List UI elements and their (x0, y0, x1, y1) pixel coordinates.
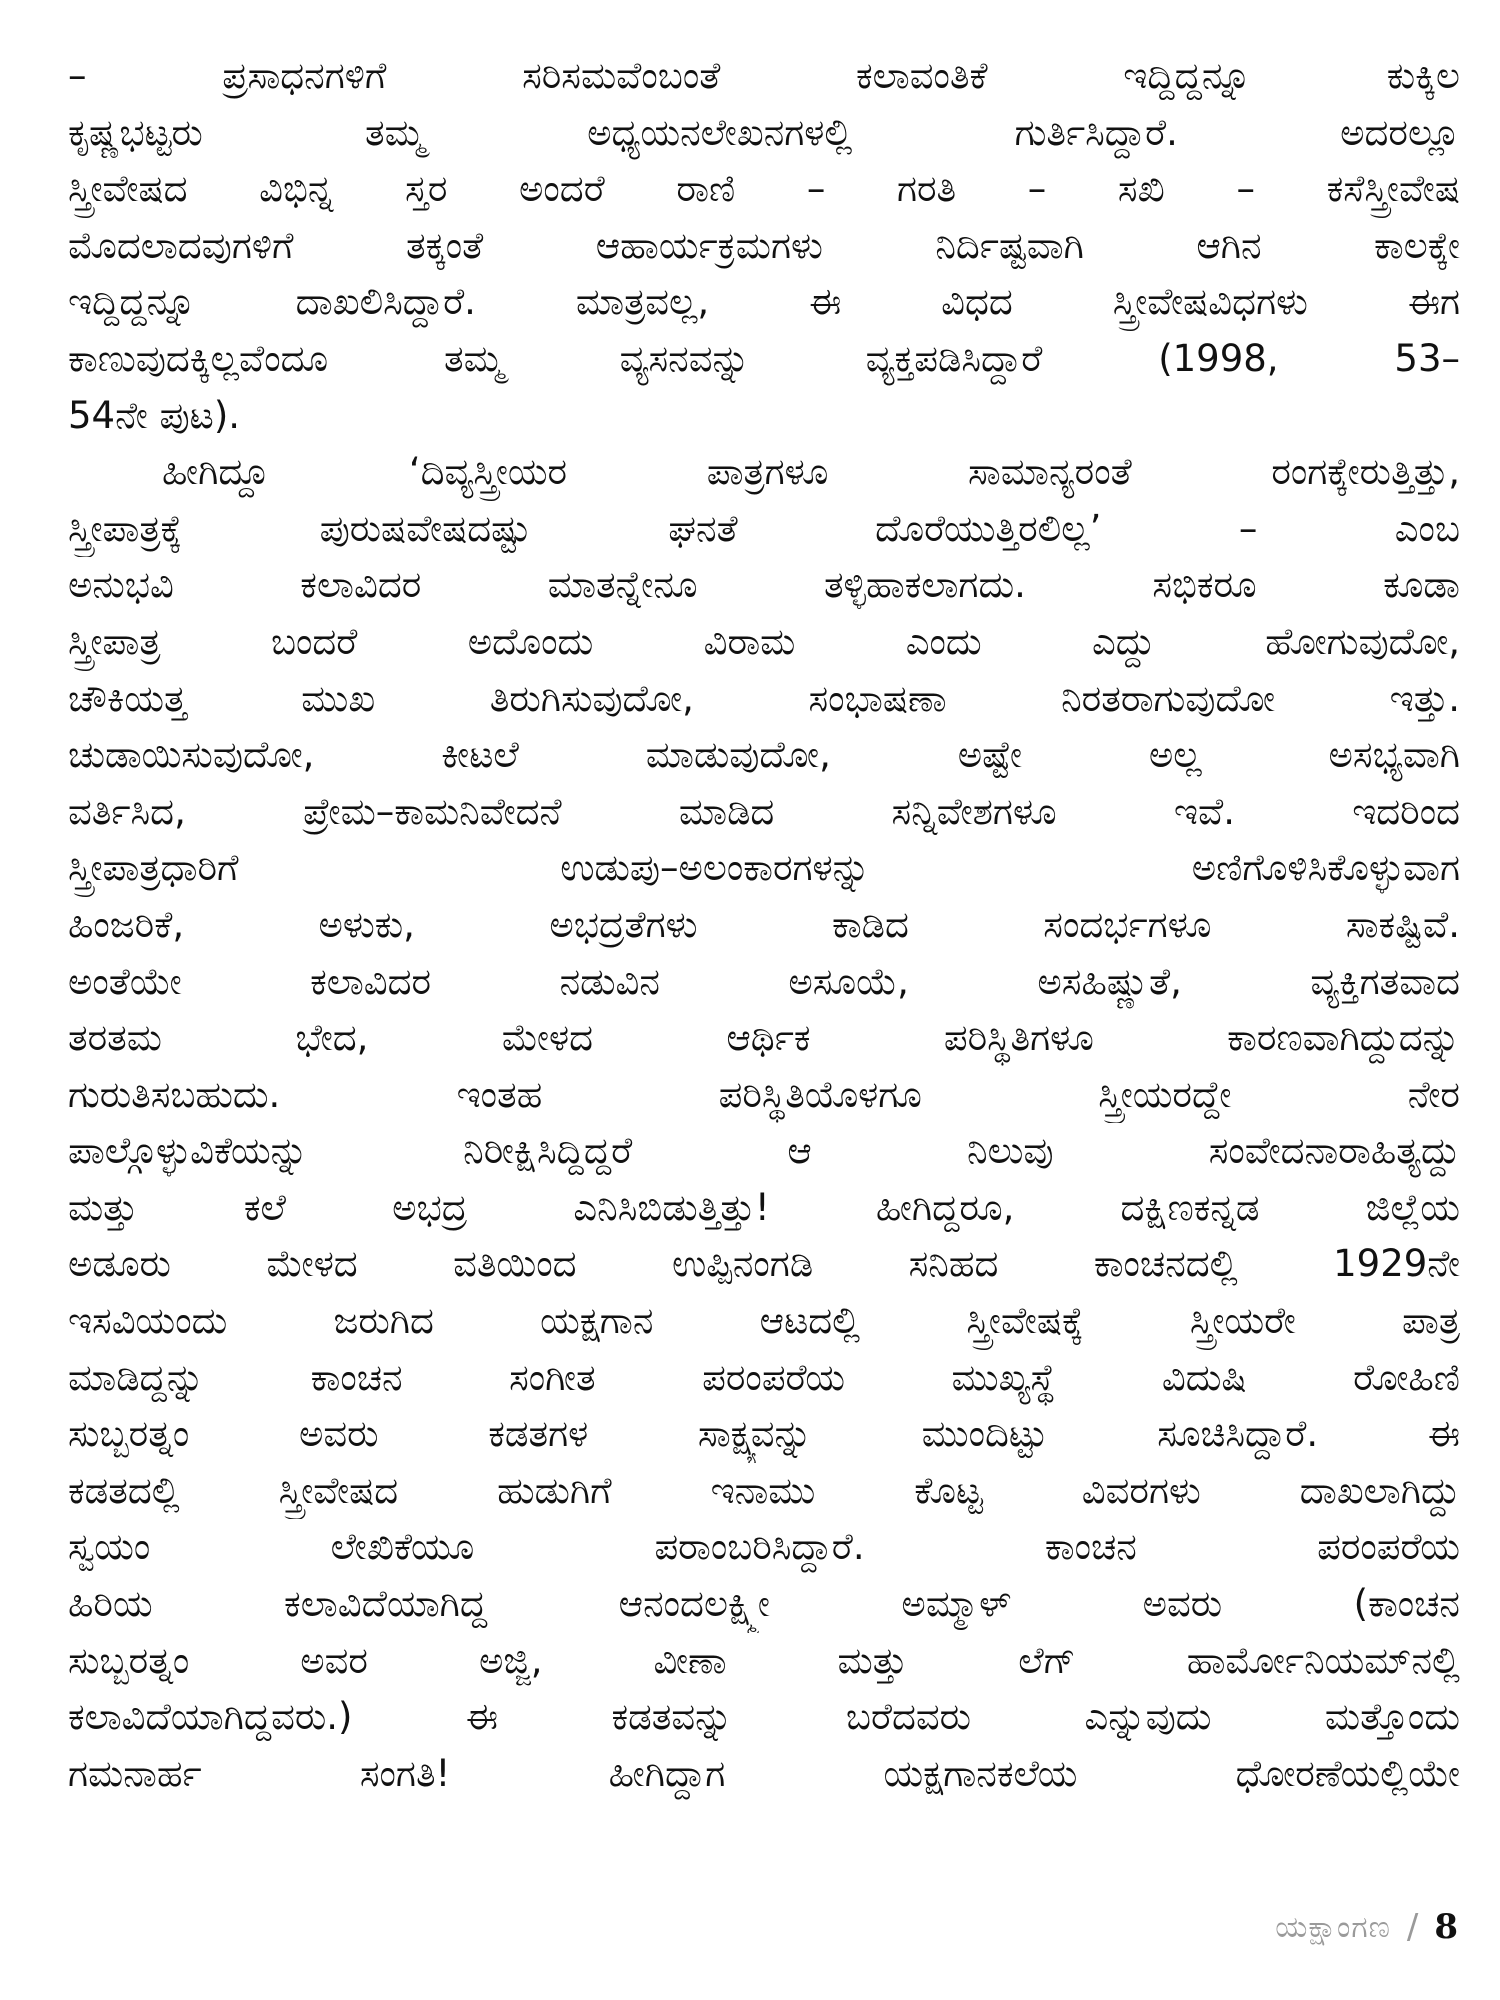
text-line: ಅಡೂರು ಮೇಳದ ವತಿಯಿಂದ ಉಪ್ಪಿನಂಗಡಿ ಸನಿಹದ ಕಾಂಚನದಲ್ಲಿ 1929ನೇ (68, 1242, 1460, 1286)
text-line: ಅಂತೆಯೇ ಕಲಾವಿದರ ನಡುವಿನ ಅಸೂಯೆ, ಅಸಹಿಷ್ಣುತೆ, ವ್ಯಕ್ತಿಗತವಾದ (68, 959, 1460, 1003)
text-line: ಅನುಭವಿ ಕಲಾವಿದರ ಮಾತನ್ನೇನೂ ತಳ್ಳಿಹಾಕಲಾಗದು. ಸಭಿಕರೂ ಕೂಡಾ (68, 563, 1460, 607)
text-line: ಸ್ತ್ರೀಪಾತ್ರಕ್ಕೆ ಪುರುಷವೇಷದಷ್ಟು ಘನತೆ ದೊರೆಯುತ್ತಿರಲಿಲ್ಲ’ – ಎಂಬ (68, 506, 1460, 550)
text-line: ಇಸವಿಯಂದು ಜರುಗಿದ ಯಕ್ಷಗಾನ ಆಟದಲ್ಲಿ ಸ್ತ್ರೀವೇಷಕ್ಕೆ ಸ್ತ್ರೀಯರೇ ಪಾತ್ರ (68, 1299, 1460, 1343)
text-line: ಹೀಗಿದ್ದೂ ‘ದಿವ್ಯಸ್ತ್ರೀಯರ ಪಾತ್ರಗಳೂ ಸಾಮಾನ್ಯರಂತೆ ರಂಗಕ್ಕೇರುತ್ತಿತ್ತು, (162, 450, 1460, 494)
text-line: ಚೌಕಿಯತ್ತ ಮುಖ ತಿರುಗಿಸುವುದೋ, ಸಂಭಾಷಣಾ ನಿರತರಾಗುವುದೋ ಇತ್ತು. (68, 676, 1460, 720)
text-line: ಹಿರಿಯ ಕಲಾವಿದೆಯಾಗಿದ್ದ ಆನಂದಲಕ್ಷ್ಮೀ ಅಮ್ಮಾಳ್ ಅವರು (ಕಾಂಚನ (68, 1582, 1460, 1626)
paragraph-1 (68, 48, 1460, 444)
text-line: ಸುಬ್ಬರತ್ನಂ ಅವರು ಕಡತಗಳ ಸಾಕ್ಷ್ಯವನ್ನು ಮುಂದಿಟ್ಟು ಸೂಚಿಸಿದ್ದಾರೆ. ಈ (68, 1412, 1460, 1456)
text-line: ಮಾಡಿದ್ದನ್ನು ಕಾಂಚನ ಸಂಗೀತ ಪರಂಪರೆಯ ಮುಖ್ಯಸ್ಥೆ ವಿದುಷಿ ರೋಹಿಣಿ (68, 1355, 1460, 1399)
journal-name: ಯಕ್ಷಾಂಗಣ (1275, 1909, 1391, 1945)
text-line: ಸುಬ್ಬರತ್ನಂ ಅವರ ಅಜ್ಜಿ, ವೀಣಾ ಮತ್ತು ಲೆಗ್ ಹಾರ್ಮೋನಿಯಮ್‌ನಲ್ಲಿ (68, 1638, 1460, 1682)
text-line: ಸ್ವಯಂ ಲೇಖಿಕೆಯೂ ಪರಾಂಬರಿಸಿದ್ದಾರೆ. ಕಾಂಚನ ಪರಂಪರೆಯ (68, 1525, 1460, 1569)
text-line: ಹಿಂಜರಿಕೆ, ಅಳುಕು, ಅಭದ್ರತೆಗಳು ಕಾಡಿದ ಸಂದರ್ಭಗಳೂ ಸಾಕಷ್ಟಿವೆ. (68, 902, 1460, 946)
text-line: ಮತ್ತು ಕಲೆ ಅಭದ್ರ ಎನಿಸಿಬಿಡುತ್ತಿತ್ತು! ಹೀಗಿದ್ದರೂ, ದಕ್ಷಿಣಕನ್ನಡ ಜಿಲ್ಲೆಯ (68, 1185, 1460, 1229)
text-line: 54ನೇ ಪುಟ). (68, 393, 241, 437)
text-line: – ಪ್ರಸಾಧನಗಳಿಗೆ ಸರಿಸಮವೆಂಬಂತೆ ಕಲಾವಂತಿಕೆ ಇದ್ದಿದ್ದನ್ನೂ ಕುಕ್ಕಿಲ (68, 54, 1460, 97)
footer-separator: / (1406, 1907, 1419, 1947)
text-line: ಪಾಲ್ಗೊಳ್ಳುವಿಕೆಯನ್ನು ನಿರೀಕ್ಷಿಸಿದ್ದಿದ್ದರೆ ಆ ನಿಲುವು ಸಂವೇದನಾರಾಹಿತ್ಯದ್ದು (68, 1129, 1460, 1173)
page-number: 8 (1434, 1907, 1458, 1947)
page-footer (1275, 1902, 1458, 1952)
page-body (68, 48, 1460, 1802)
text-line: ಚುಡಾಯಿಸುವುದೋ, ಕೀಟಲೆ ಮಾಡುವುದೋ, ಅಷ್ಟೇ ಅಲ್ಲ ಅಸಭ್ಯವಾಗಿ (68, 733, 1460, 777)
text-line: ಕೃಷ್ಣಭಟ್ಟರು ತಮ್ಮ ಅಧ್ಯಯನಲೇಖನಗಳಲ್ಲಿ ಗುರ್ತಿಸಿದ್ದಾರೆ. ಅದರಲ್ಲೂ (68, 110, 1460, 154)
text-line: ಸ್ತ್ರೀವೇಷದ ವಿಭಿನ್ನ ಸ್ತರ ಅಂದರೆ ರಾಣಿ – ಗರತಿ – ಸಖಿ – ಕಸೆಸ್ತ್ರೀವೇಷ (68, 167, 1460, 211)
text-line: ಸ್ತ್ರೀಪಾತ್ರ ಬಂದರೆ ಅದೊಂದು ವಿರಾಮ ಎಂದು ಎದ್ದು ಹೋಗುವುದೋ, (68, 619, 1460, 663)
text-line: ಗಮನಾರ್ಹ ಸಂಗತಿ! ಹೀಗಿದ್ದಾಗ ಯಕ್ಷಗಾನಕಲೆಯ ಧೋರಣೆಯಲ್ಲಿಯೇ (68, 1751, 1460, 1795)
text-line: ಮೊದಲಾದವುಗಳಿಗೆ ತಕ್ಕಂತೆ ಆಹಾರ್ಯಕ್ರಮಗಳು ನಿರ್ದಿಷ್ಟವಾಗಿ ಆಗಿನ ಕಾಲಕ್ಕೇ (68, 223, 1460, 267)
text-line: ಕಲಾವಿದೆಯಾಗಿದ್ದವರು.) ಈ ಕಡತವನ್ನು ಬರೆದವರು ಎನ್ನುವುದು ಮತ್ತೊಂದು (68, 1695, 1460, 1739)
text-line: ತರತಮ ಭೇದ, ಮೇಳದ ಆರ್ಥಿಕ ಪರಿಸ್ಥಿತಿಗಳೂ ಕಾರಣವಾಗಿದ್ದುದನ್ನು (68, 1016, 1460, 1060)
text-line: ಕಾಣುವುದಕ್ಕಿಲ್ಲವೆಂದೂ ತಮ್ಮ ವ್ಯಸನವನ್ನು ವ್ಯಕ್ತಪಡಿಸಿದ್ದಾರೆ (1998, 53– (68, 336, 1460, 380)
text-line: ಸ್ತ್ರೀಪಾತ್ರಧಾರಿಗೆ ಉಡುಪು–ಅಲಂಕಾರಗಳನ್ನು ಅಣಿಗೊಳಿಸಿಕೊಳ್ಳುವಾಗ (68, 846, 1460, 890)
text-line: ಗುರುತಿಸಬಹುದು. ಇಂತಹ ಪರಿಸ್ಥಿತಿಯೊಳಗೂ ಸ್ತ್ರೀಯರದ್ದೇ ನೇರ (68, 1072, 1460, 1116)
text-line: ಕಡತದಲ್ಲಿ ಸ್ತ್ರೀವೇಷದ ಹುಡುಗಿಗೆ ಇನಾಮು ಕೊಟ್ಟ ವಿವರಗಳು ದಾಖಲಾಗಿದ್ದು (68, 1468, 1460, 1512)
text-line: ವರ್ತಿಸಿದ, ಪ್ರೇಮ–ಕಾಮನಿವೇದನೆ ಮಾಡಿದ ಸನ್ನಿವೇಶಗಳೂ ಇವೆ. ಇದರಿಂದ (68, 789, 1460, 833)
text-line: ಇದ್ದಿದ್ದನ್ನೂ ದಾಖಲಿಸಿದ್ದಾರೆ. ಮಾತ್ರವಲ್ಲ, ಈ ವಿಧದ ಸ್ತ್ರೀವೇಷವಿಧಗಳು ಈಗ (68, 280, 1460, 324)
paragraph-2 (68, 444, 1460, 1802)
